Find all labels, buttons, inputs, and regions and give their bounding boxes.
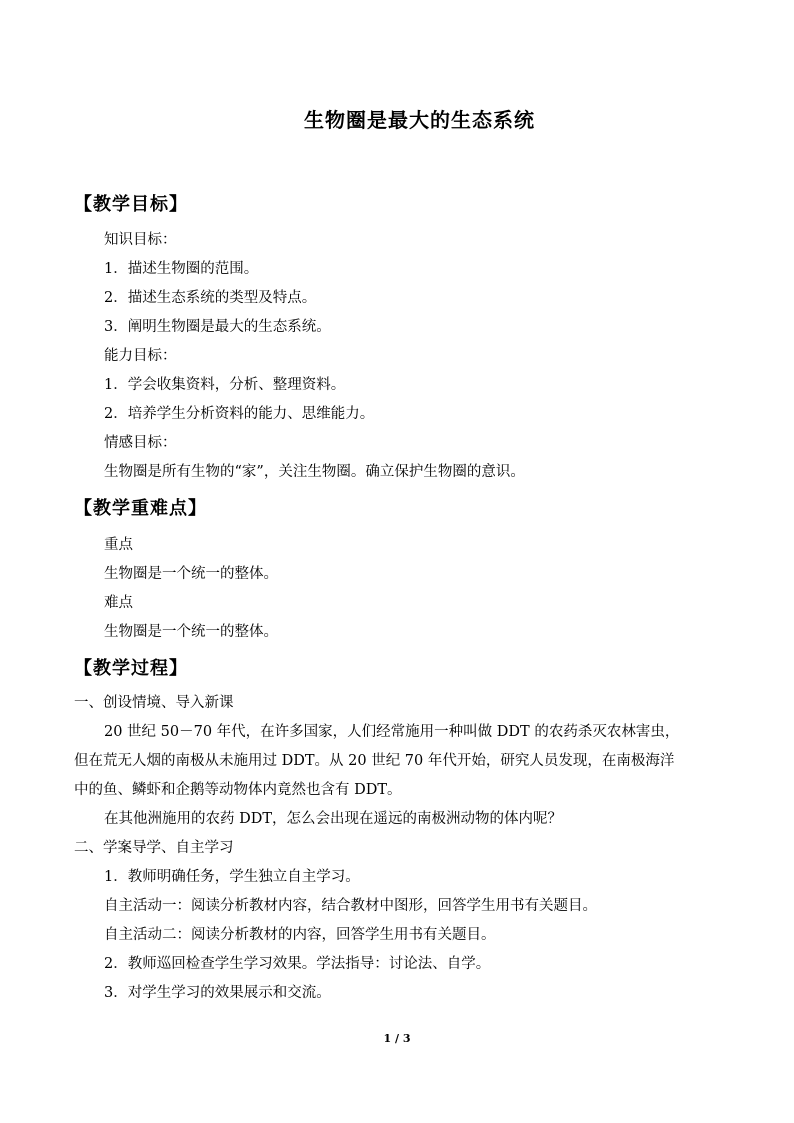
page-number: 1 / 3	[383, 1032, 411, 1045]
difficulty-label: 难点	[104, 595, 133, 611]
process-step-item: 3．对学生学习的效果展示和交流。	[104, 985, 331, 1001]
section-heading-process: 【教学过程】	[74, 658, 188, 679]
knowledge-goals-label: 知识目标：	[104, 232, 177, 248]
process-paragraph-line: 20 世纪 50－70 年代，在许多国家，人们经常施用一种叫做 DDT 的农药杀灭农林害虫，	[104, 724, 680, 740]
ability-goals-label: 能力目标：	[104, 348, 177, 364]
document-title: 生物圈是最大的生态系统	[304, 108, 535, 132]
process-part1-title: 一、创设情境、导入新课	[74, 695, 234, 711]
section-heading-key-points: 【教学重难点】	[74, 498, 207, 519]
process-activity-item: 自主活动二：阅读分析教材的内容，回答学生用书有关题目。	[104, 927, 496, 943]
process-activity-item: 自主活动一：阅读分析教材内容，结合教材中图形，回答学生用书有关题目。	[104, 898, 597, 914]
focus-text: 生物圈是一个统一的整体。	[104, 566, 278, 582]
knowledge-goal-item: 2．描述生态系统的类型及特点。	[104, 290, 317, 306]
focus-label: 重点	[104, 537, 133, 553]
ability-goal-item: 1．学会收集资料，分析、整理资料。	[104, 377, 346, 393]
process-paragraph-line: 但在荒无人烟的南极从未施用过 DDT。从 20 世纪 70 年代开始，研究人员发现，在南极海洋	[74, 753, 675, 769]
difficulty-text: 生物圈是一个统一的整体。	[104, 624, 278, 640]
section-heading-goals: 【教学目标】	[74, 194, 188, 215]
knowledge-goal-item: 3．阐明生物圈是最大的生态系统。	[104, 319, 331, 335]
emotion-goal-text: 生物圈是所有生物的“家”，关注生物圈。确立保护生物圈的意识。	[104, 464, 525, 480]
knowledge-goal-item: 1．描述生物圈的范围。	[104, 261, 259, 277]
process-question: 在其他洲施用的农药 DDT，怎么会出现在遥远的南极洲动物的体内呢？	[104, 811, 563, 827]
process-paragraph-line: 中的鱼、鳞虾和企鹅等动物体内竟然也含有 DDT。	[74, 782, 402, 798]
process-part2-title: 二、学案导学、自主学习	[74, 840, 234, 856]
emotion-goals-label: 情感目标：	[104, 435, 177, 451]
process-step-item: 2．教师巡回检查学生学习效果。学法指导：讨论法、自学。	[104, 956, 491, 972]
process-step-item: 1．教师明确任务，学生独立自主学习。	[104, 869, 360, 885]
ability-goal-item: 2．培养学生分析资料的能力、思维能力。	[104, 406, 375, 422]
